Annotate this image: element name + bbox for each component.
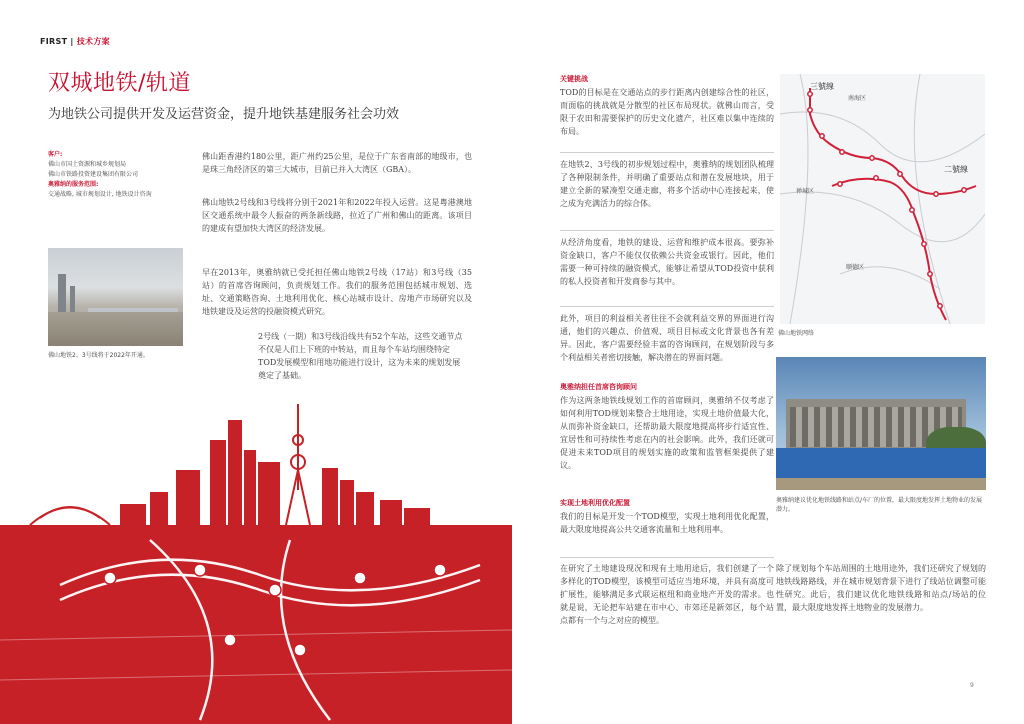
map-caption: 佛山地铁网络 xyxy=(778,330,815,337)
heading-key-challenges: 关键挑战 xyxy=(560,75,588,83)
map-label-line3: 三號線 xyxy=(810,82,834,91)
divider xyxy=(560,557,774,558)
city-metro-illustration xyxy=(0,400,512,724)
land-use-paragraph-3: 除了规划每个车站周围的土地用途外，我们还研究了规划的地铁线路路线，并在城市规划背景下进行了线站位调整可能性研究。此后，我们建议优化地铁线路和站点/场站的位置，最大限度地发挥土地物业的发展潜力。 xyxy=(776,564,986,612)
land-use-paragraph-1: 我们的目标是开发一个TOD模型，实现土地利用优化配置，最大限度地提高公共交通客流量和土地利用率。 xyxy=(560,512,774,534)
intro-paragraph: 佛山距香港约180公里，距广州约25公里，是位于广东省南部的地级市，也是珠三角经济区的第三大城市，目前已并入大湾区（GBA）。 xyxy=(202,152,472,174)
divider xyxy=(560,230,774,231)
station-construction-photo xyxy=(776,357,986,490)
page-subtitle: 为地铁公司提供开发及运营资金，提升地铁基建服务社会功效 xyxy=(48,107,400,122)
map-label-district-chancheng: 禅城区 xyxy=(796,188,815,195)
divider xyxy=(560,152,774,153)
photo-caption-left: 佛山地铁2、3号线将于2022年开通。 xyxy=(48,352,149,359)
map-label-line2: 二號線 xyxy=(944,165,968,174)
consultant-paragraph: 作为这两条地铁线规划工作的首席顾问，奥雅纳不仅考虑了如何利用TOD规划来整合土地用途，实现土地价值最大化，从而弥补资金缺口，还帮助最大限度地提高将步行适宜性、宜居性和可持续性考虑在内的社会影响。此外，我们还就可促进未来TOD项目的规划实施的政策和监管框架提供了建议。 xyxy=(560,396,774,470)
challenge-paragraph-1: TOD的目标是在交通站点的步行距离内创建综合性的社区，而面临的挑战就是分散型的社区布局现状。就佛山而言，受限于农田和需要保护的历史文化遗产，社区难以集中连续的布局。 xyxy=(560,88,774,136)
challenge-paragraph-3: 从经济角度看，地铁的建设、运营和维护成本很高。要弥补资金缺口，客户不能仅仅依赖公共资金或银行。因此，他们需要一种可持续的融资模式，能够让希望从TOD投资中获利的私人投资者和开发商参与其中。 xyxy=(560,238,774,286)
metro-network-map xyxy=(780,74,985,324)
page-title: 双城地铁/轨道 xyxy=(48,71,191,96)
challenge-paragraph-2: 在地铁2、3号线的初步规划过程中，奥雅纳的规划团队梳理了各种限制条件，并明确了重要站点和潜在发展地块，用于建立全新的紧凑型交通走廊，将多个活动中心连接起来，使之成为充满活力的综合体。 xyxy=(560,160,774,208)
services-label: 奥雅纳的服务范围: xyxy=(48,181,99,188)
challenge-paragraph-4: 此外，项目的利益相关者往往不会就利益交界的界面进行沟通，他们的兴趣点、价值观、项目目标或文化背景也各有差异。因此，客户需要经验丰富的咨询顾问，在规划阶段与多个利益相关者密切接触，解决潜在的界面问题。 xyxy=(560,314,774,362)
heading-lead-consultant: 奥雅纳担任首席咨询顾问 xyxy=(560,383,637,391)
construction-site-photo xyxy=(48,248,183,346)
lines-paragraph: 佛山地铁2号线和3号线将分别于2021年和2022年投入运营。这是粤港澳地区交通系统中最令人振奋的两条新线路，拉近了广州和佛山的距离。该项目的建成有望加快大湾区的经济发展。 xyxy=(202,198,472,233)
role-paragraph: 早在2013年，奥雅纳就已受托担任佛山地铁2号线（17站）和3号线（35站）的首席咨询顾问，负责规划工作。我们的服务范围包括城市规划、选址、交通策略咨询、土地利用优化、核心站城市设计、房地产市场研究以及地铁建设及运营的投融资模式研究。 xyxy=(202,268,472,316)
land-use-paragraph-2: 在研究了土地建设现况和现有土地用途后，我们创建了一个多样化的TOD模型，该模型可适应当地环境，并具有高度可扩展性，能够满足多式联运枢纽和商业地产开发的需求。也就是说，无论把车站建在市中心、市郊还是新郊区，每个站点都有一个与之对应的模型。 xyxy=(560,564,774,625)
page-number: 9 xyxy=(970,682,974,689)
client-label: 客户: xyxy=(48,151,63,158)
section-label: 技术方案 xyxy=(76,37,110,46)
stations-paragraph: 2号线（一期）和3号线沿线共有52个车站，这些交通节点不仅是人们上下班的中转站，而且每个车站均围绕特定TOD发展模型和用地功能进行设计，这为未来的规划发展奠定了基础。 xyxy=(258,332,463,380)
divider xyxy=(560,306,774,307)
photo-caption-right: 奥雅纳建议优化地铁线路和站点/车厂的位置，最大限度地发挥土地物业的发展潜力。 xyxy=(776,497,983,513)
brand-label: FIRST xyxy=(40,37,68,46)
map-label-district-nanhai: 南海区 xyxy=(848,95,867,102)
heading-land-use: 实现土地利用优化配置 xyxy=(560,499,630,507)
client-name-2: 佛山市铁路投资建设集团有限公司 xyxy=(48,171,139,178)
client-name-1: 佛山市国土资源和城乡规划局 xyxy=(48,161,127,168)
map-label-district-shunde: 顺德区 xyxy=(846,264,865,271)
services-text: 交通战略, 城市规划设计, 地铁设计咨询 xyxy=(48,191,152,198)
page-header: FIRST | 技术方案 xyxy=(40,37,110,46)
project-meta xyxy=(48,150,188,200)
